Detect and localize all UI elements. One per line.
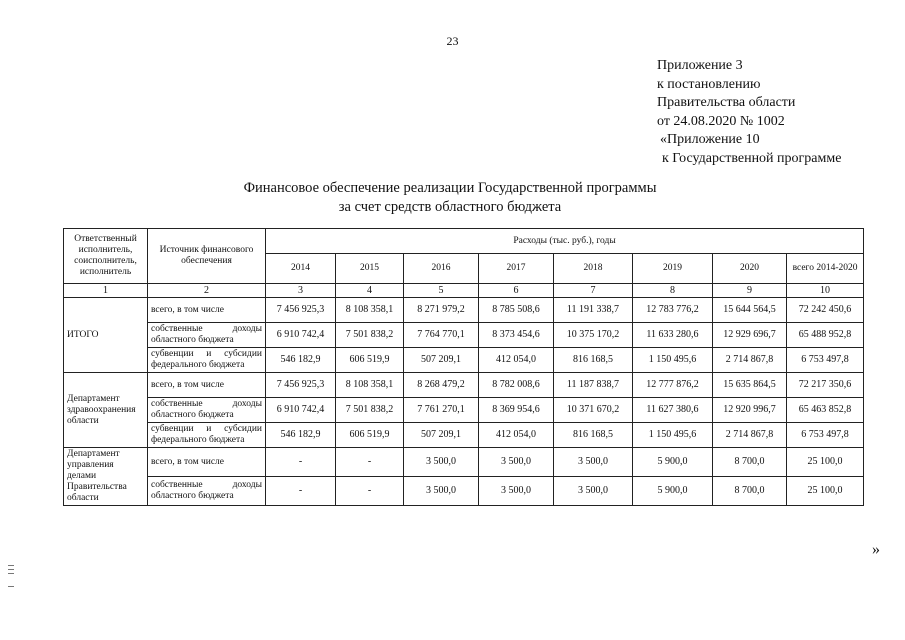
- column-number-row: [64, 284, 864, 298]
- margin-mark: [8, 565, 14, 566]
- source-cell: собственные доходы областного бюджета: [148, 398, 266, 423]
- table-row: [64, 398, 864, 423]
- table-body: [64, 229, 864, 506]
- closing-quote: »: [872, 541, 880, 558]
- table-row: [64, 348, 864, 373]
- value-cell: 11 627 380,6: [633, 398, 713, 423]
- title-line: за счет средств областного бюджета: [338, 199, 562, 215]
- value-cell: 412 054,0: [479, 423, 554, 448]
- appendix-block: [657, 57, 841, 168]
- source-cell: всего, в том числе: [148, 448, 266, 477]
- source-cell: собственные доходы областного бюджета: [148, 323, 266, 348]
- value-cell: 11 187 838,7: [554, 373, 633, 398]
- value-cell: 7 501 838,2: [336, 398, 404, 423]
- year-header: 2015: [336, 254, 404, 284]
- value-cell: 7 456 925,3: [266, 373, 336, 398]
- margin-mark: [8, 573, 14, 574]
- value-cell: 3 500,0: [479, 448, 554, 477]
- appendix-line: Приложение 3: [657, 58, 743, 73]
- value-cell: 11 191 338,7: [554, 298, 633, 323]
- total-value-cell: 25 100,0: [787, 448, 864, 477]
- value-cell: 12 777 876,2: [633, 373, 713, 398]
- table-row: [64, 323, 864, 348]
- value-cell: 5 900,0: [633, 448, 713, 477]
- value-cell: 1 150 495,6: [633, 348, 713, 373]
- appendix-line: к постановлению: [657, 76, 761, 92]
- table-row: [64, 477, 864, 506]
- column-number: 5: [404, 284, 479, 298]
- value-cell: 507 209,1: [404, 348, 479, 373]
- total-value-cell: 65 488 952,8: [787, 323, 864, 348]
- appendix-line: к Государственной программе: [662, 150, 842, 166]
- value-cell: 6 910 742,4: [266, 398, 336, 423]
- total-value-cell: 72 217 350,6: [787, 373, 864, 398]
- value-cell: 8 700,0: [713, 448, 787, 477]
- source-cell: собственные доходы областного бюджета: [148, 477, 266, 506]
- value-cell: 2 714 867,8: [713, 423, 787, 448]
- value-cell: 816 168,5: [554, 348, 633, 373]
- column-number: 7: [554, 284, 633, 298]
- value-cell: 412 054,0: [479, 348, 554, 373]
- financing-table: [63, 228, 864, 506]
- value-cell: 12 929 696,7: [713, 323, 787, 348]
- value-cell: 7 501 838,2: [336, 323, 404, 348]
- column-number: 4: [336, 284, 404, 298]
- column-number: 8: [633, 284, 713, 298]
- value-cell: 10 375 170,2: [554, 323, 633, 348]
- value-cell: 12 783 776,2: [633, 298, 713, 323]
- year-header: 2019: [633, 254, 713, 284]
- value-cell: 8 700,0: [713, 477, 787, 506]
- value-cell: -: [336, 448, 404, 477]
- total-value-cell: 72 242 450,6: [787, 298, 864, 323]
- document-title: [0, 179, 900, 217]
- total-value-cell: 6 753 497,8: [787, 423, 864, 448]
- value-cell: 15 644 564,5: [713, 298, 787, 323]
- value-cell: 3 500,0: [404, 477, 479, 506]
- source-cell: всего, в том числе: [148, 298, 266, 323]
- source-cell: субвенции и субсидии федерального бюджета: [148, 423, 266, 448]
- value-cell: -: [336, 477, 404, 506]
- responsible-cell: Департамент управления делами Правительства области: [64, 448, 148, 506]
- header-expenses: Расходы (тыс. руб.), годы: [266, 229, 864, 254]
- value-cell: 3 500,0: [479, 477, 554, 506]
- header-row: [64, 229, 864, 254]
- table-row: [64, 448, 864, 477]
- responsible-cell: Департамент здравоохранения области: [64, 373, 148, 448]
- column-number: 2: [148, 284, 266, 298]
- value-cell: 507 209,1: [404, 423, 479, 448]
- value-cell: 7 761 270,1: [404, 398, 479, 423]
- source-cell: субвенции и субсидии федерального бюджета: [148, 348, 266, 373]
- column-number: 1: [64, 284, 148, 298]
- year-header-total: всего 2014-2020: [787, 254, 864, 284]
- value-cell: 5 900,0: [633, 477, 713, 506]
- value-cell: 7 764 770,1: [404, 323, 479, 348]
- value-cell: 6 910 742,4: [266, 323, 336, 348]
- appendix-line: от 24.08.2020 № 1002: [657, 113, 785, 129]
- value-cell: 8 108 358,1: [336, 298, 404, 323]
- year-header: 2018: [554, 254, 633, 284]
- value-cell: 606 519,9: [336, 423, 404, 448]
- value-cell: 10 371 670,2: [554, 398, 633, 423]
- year-header: 2020: [713, 254, 787, 284]
- value-cell: 546 182,9: [266, 348, 336, 373]
- source-cell: всего, в том числе: [148, 373, 266, 398]
- value-cell: 1 150 495,6: [633, 423, 713, 448]
- margin-mark: [8, 586, 14, 587]
- value-cell: -: [266, 448, 336, 477]
- value-cell: 816 168,5: [554, 423, 633, 448]
- margin-mark: [8, 569, 14, 570]
- value-cell: 11 633 280,6: [633, 323, 713, 348]
- value-cell: 8 782 008,6: [479, 373, 554, 398]
- total-value-cell: 65 463 852,8: [787, 398, 864, 423]
- year-header: 2017: [479, 254, 554, 284]
- value-cell: 8 108 358,1: [336, 373, 404, 398]
- column-number: 9: [713, 284, 787, 298]
- year-header: 2014: [266, 254, 336, 284]
- appendix-line: Правительства области: [657, 95, 796, 110]
- column-number: 10: [787, 284, 864, 298]
- value-cell: 8 785 508,6: [479, 298, 554, 323]
- column-number: 3: [266, 284, 336, 298]
- value-cell: 3 500,0: [404, 448, 479, 477]
- table-row: [64, 298, 864, 323]
- value-cell: 546 182,9: [266, 423, 336, 448]
- page-number: 23: [446, 34, 459, 48]
- value-cell: 8 369 954,6: [479, 398, 554, 423]
- title-line: Финансовое обеспечение реализации Государственной программы: [243, 180, 657, 196]
- table-row: [64, 423, 864, 448]
- value-cell: 15 635 864,5: [713, 373, 787, 398]
- value-cell: 12 920 996,7: [713, 398, 787, 423]
- column-number: 6: [479, 284, 554, 298]
- header-source: Источник финансового обеспечения: [148, 229, 266, 284]
- value-cell: 8 271 979,2: [404, 298, 479, 323]
- total-value-cell: 25 100,0: [787, 477, 864, 506]
- year-header: 2016: [404, 254, 479, 284]
- appendix-line: «Приложение 10: [660, 132, 760, 147]
- table-row: [64, 373, 864, 398]
- value-cell: 3 500,0: [554, 477, 633, 506]
- total-value-cell: 6 753 497,8: [787, 348, 864, 373]
- responsible-cell: ИТОГО: [64, 298, 148, 373]
- value-cell: 7 456 925,3: [266, 298, 336, 323]
- value-cell: 8 268 479,2: [404, 373, 479, 398]
- header-responsible: Ответственный исполнитель, соисполнитель, исполнитель: [64, 229, 148, 284]
- value-cell: 606 519,9: [336, 348, 404, 373]
- value-cell: 8 373 454,6: [479, 323, 554, 348]
- value-cell: -: [266, 477, 336, 506]
- value-cell: 2 714 867,8: [713, 348, 787, 373]
- value-cell: 3 500,0: [554, 448, 633, 477]
